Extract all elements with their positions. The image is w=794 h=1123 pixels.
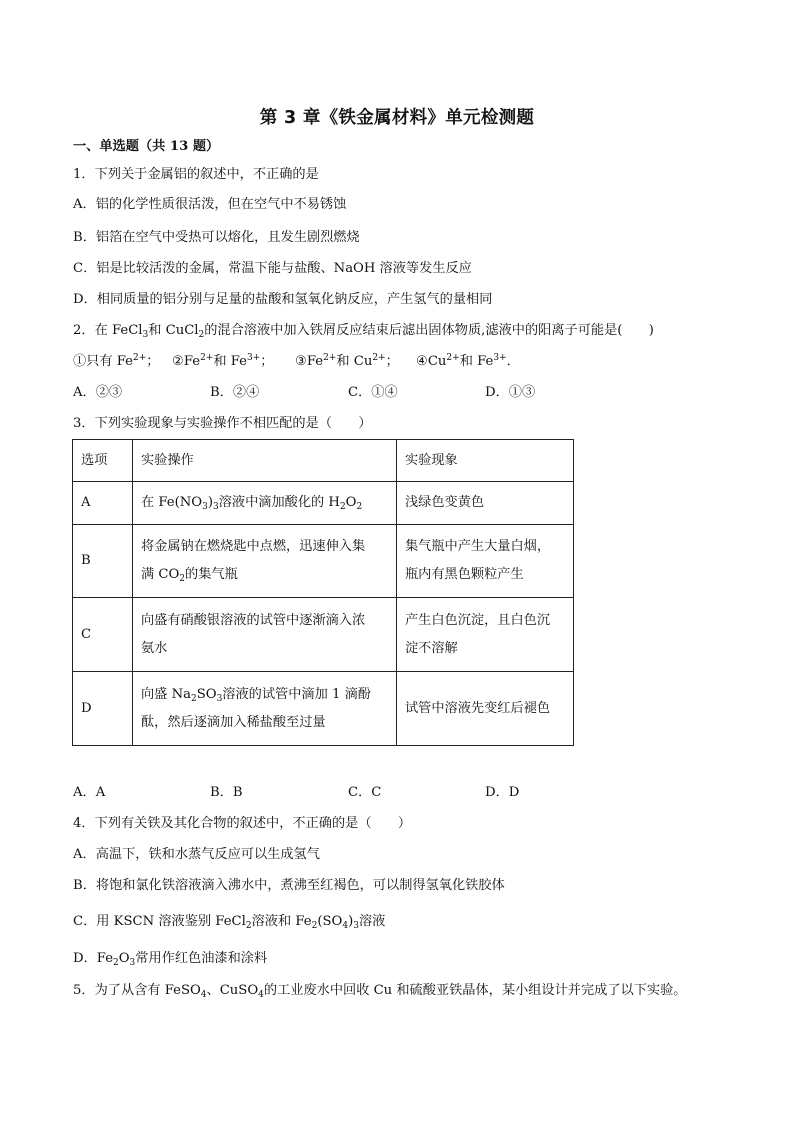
q2-stem: 2．在 FeCl$_3$和 CuCl$_2$的混合溶液中加入铁屑反应结束后滤出固体物质,滤液中的阳离子可能是( ) [73,323,654,340]
row-phenomenon: 试管中溶液先变红后褪色 [397,672,574,746]
table-row [73,525,574,598]
q2-option-a: A．②③ [73,385,123,400]
q1-option-d: D．相同质量的铝分别与足量的盐酸和氢氧化钠反应，产生氢气的量相同 [73,292,493,307]
header-option: 选项 [73,440,133,482]
row-phenomenon: 集气瓶中产生大量白烟， 瓶内有黑色颗粒产生 [397,525,574,598]
q4-option-c: C．用 KSCN 溶液鉴别 FeCl$_2$溶液和 $Fe_2(SO_4)_3$溶液 [73,914,386,931]
q2-option-d: D．①③ [485,385,536,400]
q4-option-d: D．$Fe_2O_3$常用作红色油漆和涂料 [73,951,268,968]
q1-option-c: C．铝是比较活泼的金属，常温下能与盐酸、NaOH 溶液等发生反应 [73,261,472,276]
q3-option-a: A．A [73,785,106,800]
section-heading: 一、单选题（共 13 题） [73,139,220,154]
row-operation: 在 $Fe(NO_3)_3$溶液中滴加酸化的 $H_2O_2$ [133,482,397,525]
row-label: A [73,482,133,525]
q4-option-b: B．将饱和氯化铁溶液滴入沸水中，煮沸至红褐色，可以制得氢氧化铁胶体 [73,878,505,893]
q2-option-b: B．②④ [210,385,260,400]
q2-choice-3: $③Fe^{2+}$和 $Cu^{2+}$； [295,353,399,369]
row-label: B [73,525,133,598]
table-row [73,482,574,525]
q5-stem: 5．为了从含有 FeSO$_4$、CuSO$_4$的工业废水中回收 Cu 和硫酸亚铁晶体，某小组设计并完成了以下实验。 [73,983,687,1000]
row-label: D [73,672,133,746]
header-phenomenon: 实验现象 [397,440,574,482]
q3-option-c: C．C [348,785,382,800]
q1-option-b: B．铝箔在空气中受热可以熔化，且发生剧烈燃烧 [73,230,360,245]
q2-choice-2: $②Fe^{2+}$和 $Fe^{3+}$； [172,353,274,369]
header-operation: 实验操作 [133,440,397,482]
row-phenomenon: 浅绿色变黄色 [397,482,574,525]
q3-option-b: B．B [210,785,243,800]
page-title: 第 3 章《铁金属材料》单元检测题 [259,108,535,128]
row-phenomenon: 产生白色沉淀，且白色沉 淀不溶解 [397,598,574,672]
table-row [73,598,574,672]
row-operation: 向盛有硝酸银溶液的试管中逐渐滴入浓 氨水 [133,598,397,672]
row-operation: 将金属钠在燃烧匙中点燃，迅速伸入集 满 $CO_2$的集气瓶 [133,525,397,598]
q1-stem: 1．下列关于金属铝的叙述中，不正确的是 [73,167,319,182]
table-header-row [73,440,574,482]
q2-option-c: C．①④ [348,385,398,400]
row-label: C [73,598,133,672]
q2-choice-4: $④Cu^{2+}$和 $Fe^{3+}$． [416,353,520,369]
q3-stem: 3．下列实验现象与实验操作不相匹配的是（ ） [73,416,372,431]
row-operation: 向盛 $Na_2SO_3$溶液的试管中滴加 1 滴酚 酞，然后逐滴加入稀盐酸至过量 [133,672,397,746]
q3-option-d: D．D [485,785,520,800]
q4-option-a: A．高温下，铁和水蒸气反应可以生成氢气 [73,847,320,862]
q3-table [72,439,574,746]
table-row [73,672,574,746]
q4-stem: 4．下列有关铁及其化合物的叙述中，不正确的是（ ） [73,816,412,831]
q2-choice-1: ①只有 $Fe^{2+}$； [73,353,160,369]
q1-option-a: A．铝的化学性质很活泼，但在空气中不易锈蚀 [73,197,347,212]
